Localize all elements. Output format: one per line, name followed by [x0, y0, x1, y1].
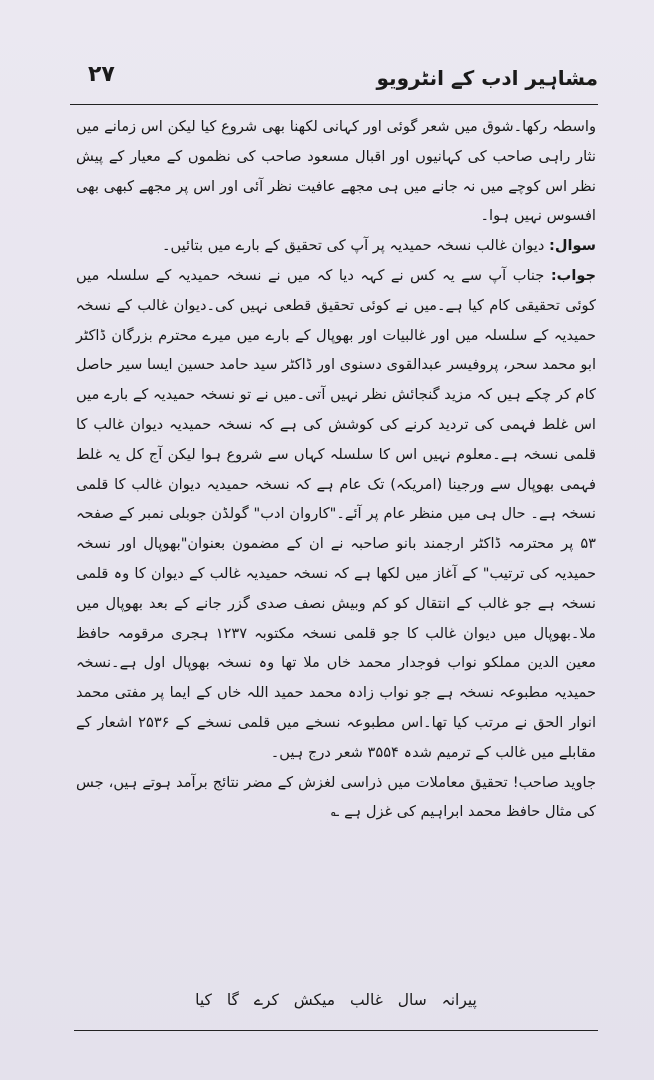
- question-label: سوال:: [548, 237, 596, 255]
- body-text: [76, 112, 596, 827]
- answer-text: جناب آپ سے یہ کس نے کہہ دیا کہ میں نے نسخہ حمیدیہ کے سلسلہ میں کوئی تحقیقی کام کیا ہے۔میں نے کوئی تحقیق قطعی نہیں کی۔دیوان غالب کے نسخہ حمیدیہ کے سلسلہ میں اور غالبیات اور بھوپال کے بارے میں میرے محترم بزرگان ڈاکٹر ابو محمد سحر، پروفیسر عبدالقوی دسنوی اور ڈاکٹر سید حامد حسین ایسا سیر حاصل کام کر چکے ہیں کہ مزید گنجائش نظر نہیں آتی۔میں نے تو نسخہ حمیدیہ کے بارے میں اس غلط فہمی کی تردید کرنے کی کوشش کی ہے کہ نسخہ حمیدیہ دیوان غالب کا قلمی نسخہ ہے۔معلوم نہیں اس کا سلسلہ کہاں سے شروع ہوا لیکن آج کل یہ غلط فہمی بھوپال سے ورجینا (امریکہ) تک عام ہے کہ نسخہ حمیدیہ دیوان غالب کا قلمی نسخہ ہے۔ حال ہی میں منظر عام پر آئے۔"کاروان ادب" گولڈن جوبلی نمبر کے صفحہ ۵۳ پر محترمہ ڈاکٹر ارجمند بانو صاحبہ نے ان کے مضمون بعنوان"بھوپال اور نسخہ حمیدیہ کی ترتیب" کے آغاز میں لکھا ہے کہ نسخہ حمیدیہ غالب کے دیوان کا وہ قلمی نسخہ ہے جو غالب کے انتقال کو کم وبیش نصف صدی گزر جانے کے بعد بھوپال میں ملا۔بھوپال میں دیوان غالب کا جو قلمی نسخہ مکتوبہ ۱۲۳۷ ہجری مرقومہ حافظ معین الدین مملکو نواب فوجدار محمد خاں ملا تھا وہ نسخہ بھوپال اول ہے۔نسخہ حمیدیہ مطبوعہ نسخہ ہے جو نواب زادہ محمد حمید اللہ خاں کے ایما پر مفتی محمد انوار الحق نے مرتب کیا تھا۔اس مطبوعہ نسخے میں قلمی نسخے کے ۲۵۳۶ اشعار کے مقابلے میں غالب کے ترمیم شدہ ۳۵۵۴ شعر درج ہیں۔: [76, 266, 597, 761]
- closing-paragraph: جاوید صاحب! تحقیق معاملات میں ذراسی لغزش کے مضر نتائج برآمد ہوتے ہیں، جس کی مثال حافظ محمد ابراہیم کی غزل ہے ؎: [76, 773, 596, 821]
- page-number: ۲۷: [88, 62, 115, 87]
- page-header: [70, 58, 598, 104]
- question-paragraph: [76, 231, 596, 261]
- question-text: دیوان غالب نسخہ حمیدیہ پر آپ کی تحقیق کے بارے میں بتائیں۔: [161, 237, 545, 255]
- header-rule: [70, 104, 598, 105]
- answer-label: جواب:: [550, 266, 596, 284]
- answer-paragraph: [76, 261, 596, 768]
- paragraph-intro: واسطہ رکھا۔شوق میں شعر گوئی اور کہانی لکھنا بھی شروع کیا لیکن اس زمانے میں نثار راہی صاحب کی کہانیوں اور اقبال مسعود صاحب کی نظموں کے معیار کے پیش نظر اس کوچے میں نہ جانے میں ہی مجھے عافیت نظر آئی اور اس پر مجھے کبھی بھی افسوس نہیں ہوا۔: [76, 118, 596, 225]
- footer-rule: [74, 1030, 598, 1031]
- verse-line: پیرانہ سال غالب میکش کرے گا کیا: [195, 991, 477, 1009]
- running-title: مشاہیر ادب کے انٹرویو: [376, 66, 598, 90]
